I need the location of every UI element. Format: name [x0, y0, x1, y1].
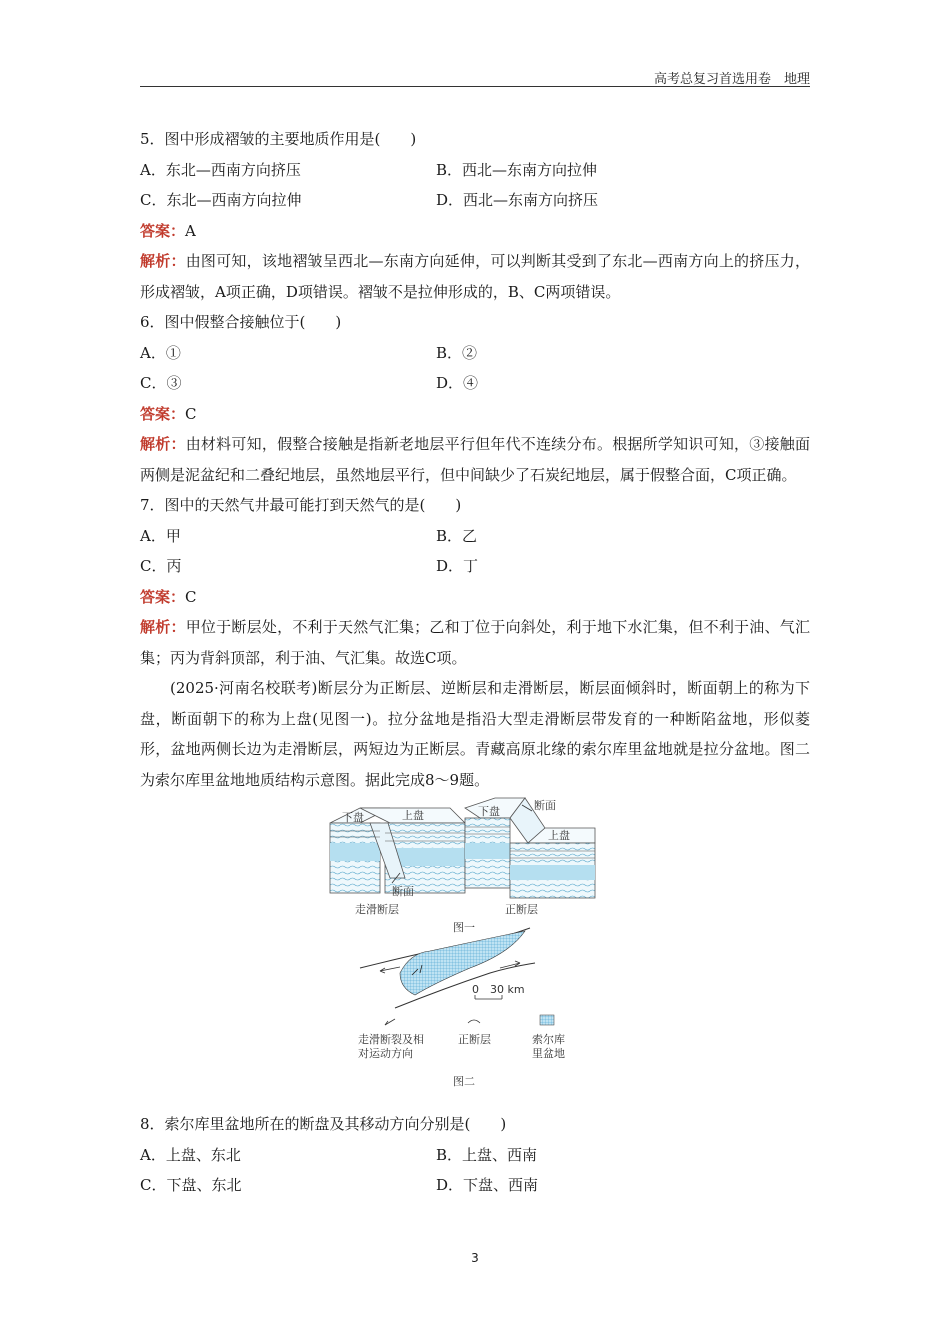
option-c: C．东北—西南方向拉伸 — [140, 191, 302, 209]
question-stem: 5．图中形成褶皱的主要地质作用是( ) — [140, 130, 417, 148]
question-5 — [140, 124, 810, 307]
basin-map — [360, 928, 535, 1008]
question-stem: 8．索尔库里盆地所在的断盘及其移动方向分别是( ) — [140, 1115, 507, 1133]
analysis-text: 甲位于断层处，不利于天然气汇集；乙和丁位于向斜处，利于地下水汇集，但不利于油、气汇集；丙为背斜顶部，利于油、气汇集。故选C项。 — [140, 618, 810, 667]
question-8 — [140, 1109, 810, 1201]
legend-basin-2: 里盆地 — [532, 1047, 565, 1060]
option-b: B．② — [436, 343, 478, 362]
analysis-line — [140, 612, 810, 673]
analysis-line — [140, 246, 810, 307]
page-number: 3 — [471, 1251, 479, 1265]
scale-zero: 0 — [472, 983, 479, 996]
option-a: A．① — [140, 343, 181, 362]
analysis-text: 由图可知，该地褶皱呈西北—东南方向延伸，可以判断其受到了东北—西南方向上的挤压力，形成褶皱，A项正确，D项错误。褶皱不是拉伸形成的，B、C两项错误。 — [140, 252, 810, 301]
page-header: 高考总复习首选用卷 地理 — [653, 72, 810, 87]
scale-text: 30 km — [490, 983, 525, 996]
analysis-label: 解析： — [140, 618, 186, 636]
fig1-right-shangpan: 上盘 — [548, 829, 570, 842]
legend-basin-1: 索尔库 — [532, 1033, 565, 1046]
option-b: B．乙 — [436, 526, 478, 545]
legend-strike-slip-2: 对运动方向 — [358, 1047, 413, 1060]
material-paragraph: (2025·河南名校联考)断层分为正断层、逆断层和走滑断层，断层面倾斜时，断面朝上的称为下盘，断面朝下的称为上盘(见图一)。拉分盆地是指沿大型走滑断层带发育的一种断陷盆地，形似菱形，盆地两侧长边为走滑断层，两短边为正断层。青藏高原北缘的索尔库里盆地就是拉分盆地。图二为索尔库里盆地地质结构示意图。据此完成8～9题。 — [140, 679, 810, 789]
geology-figure — [342, 799, 610, 1103]
analysis-label: 解析： — [140, 435, 186, 453]
figure-area — [140, 799, 810, 1103]
legend-normal: 正断层 — [458, 1033, 491, 1046]
fig1-left-caption: 走滑断层 — [355, 903, 399, 916]
option-b: B．上盘、西南 — [436, 1145, 538, 1164]
answer-line — [140, 216, 810, 247]
option-d: D．④ — [436, 374, 479, 392]
option-c: C．丙 — [140, 557, 182, 575]
option-d: D．丁 — [436, 557, 479, 575]
option-d: D．西北—东南方向挤压 — [436, 191, 599, 209]
answer-line — [140, 582, 810, 613]
answer-line — [140, 399, 810, 430]
legend-strike-slip-1: 走滑断裂及相 — [358, 1033, 424, 1046]
analysis-text: 由材料可知，假整合接触是指新老地层平行但年代不连续分布。根据所学知识可知，③接触面两侧是泥盆纪和二叠纪地层，虽然地层平行，但中间缺少了石炭纪地层，属于假整合面，C项正确。 — [140, 435, 810, 484]
answer-value: A — [185, 221, 196, 240]
option-a: A．甲 — [140, 526, 181, 545]
legend — [385, 1015, 554, 1025]
fig1-right-xiapan: 下盘 — [478, 805, 500, 818]
question-stem: 6．图中假整合接触位于( ) — [140, 313, 342, 331]
options — [140, 521, 810, 582]
fig1-left-xiapan: 下盘 — [342, 811, 364, 824]
options — [140, 338, 810, 399]
question-stem: 7．图中的天然气井最可能打到天然气的是( ) — [140, 496, 462, 514]
option-c: C．下盘、东北 — [140, 1176, 242, 1194]
options — [140, 155, 810, 216]
option-b: B．西北—东南方向拉伸 — [436, 160, 598, 179]
question-6 — [140, 307, 810, 490]
page-content — [140, 124, 810, 1201]
answer-label: 答案： — [140, 221, 186, 240]
fig1-left-shangpan: 上盘 — [402, 809, 424, 822]
fig2-title: 图二 — [453, 1075, 475, 1088]
answer-value: C — [185, 404, 197, 423]
option-d: D．下盘、西南 — [436, 1176, 539, 1194]
question-7 — [140, 490, 810, 673]
answer-value: C — [185, 587, 197, 606]
fig1-left-duanmian: 断面 — [392, 885, 414, 898]
analysis-line — [140, 429, 810, 490]
option-a: A．东北—西南方向挤压 — [140, 160, 301, 179]
options — [140, 1140, 810, 1201]
answer-label: 答案： — [140, 404, 186, 423]
option-c: C．③ — [140, 374, 182, 392]
fig1-title: 图一 — [453, 921, 475, 934]
answer-label: 答案： — [140, 587, 186, 606]
analysis-label: 解析： — [140, 252, 186, 270]
fig1-right-caption: 正断层 — [505, 903, 538, 916]
option-a: A．上盘、东北 — [140, 1145, 241, 1164]
fig1-right-duanmian: 断面 — [534, 799, 556, 812]
header-rule — [140, 86, 810, 87]
